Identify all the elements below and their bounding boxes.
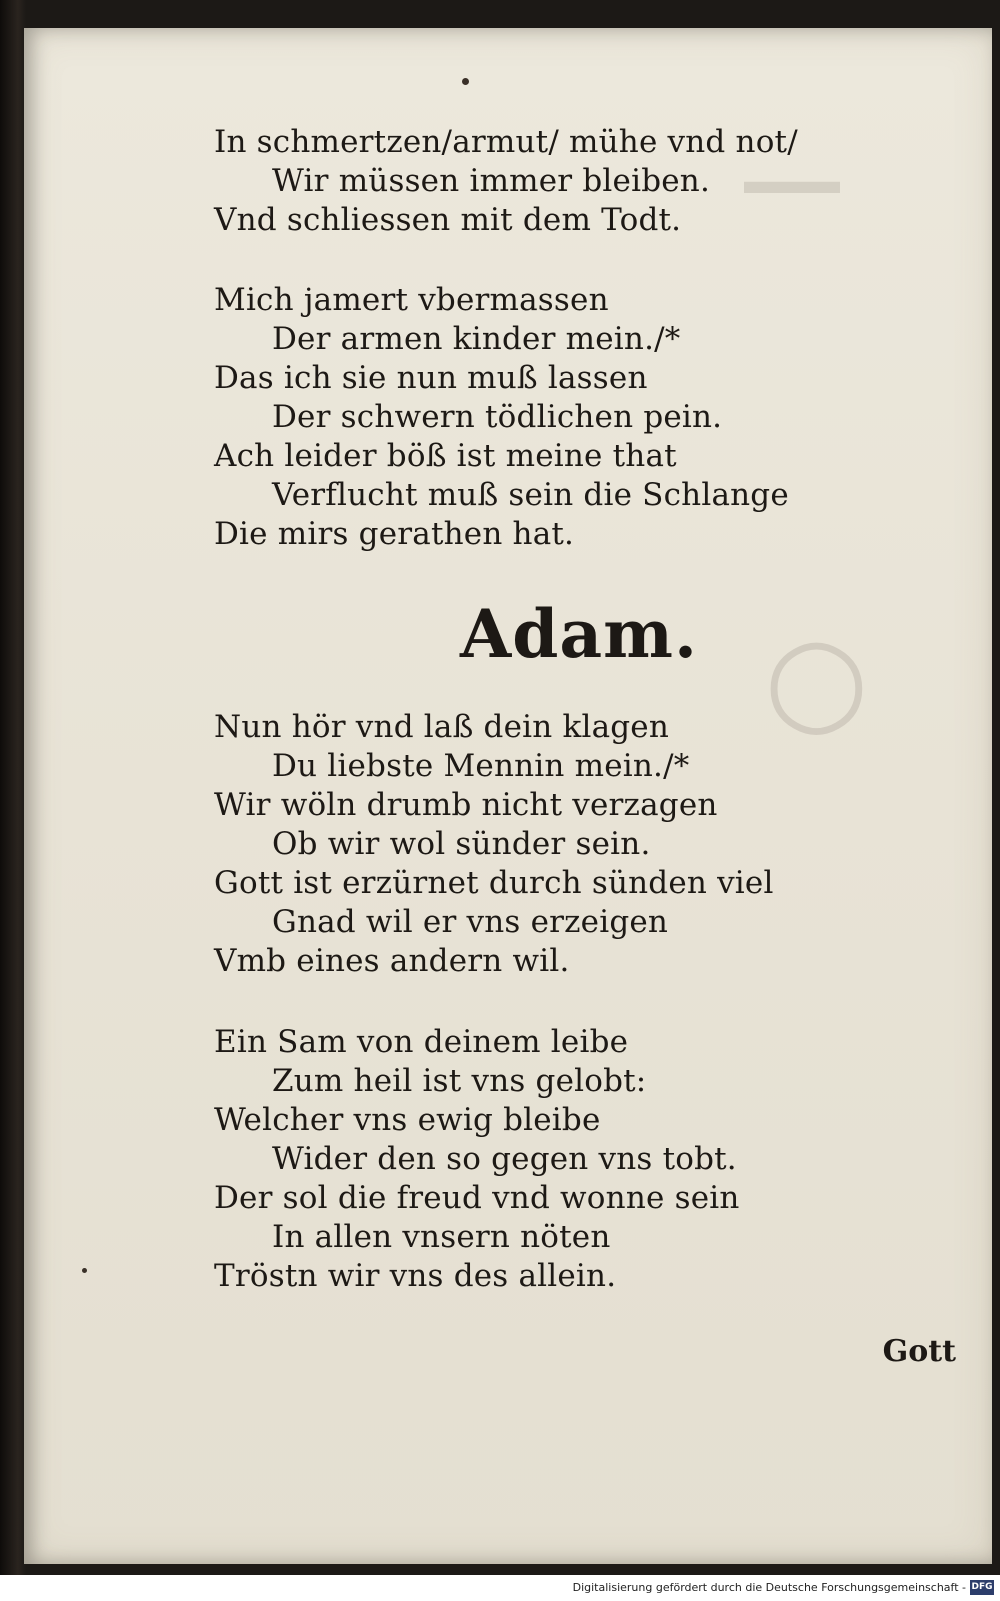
verse-line: Ach leider böß ist meine that [214, 438, 677, 474]
verse-line: Gott ist erzürnet durch sünden viel [214, 865, 774, 901]
footer-bar [0, 1575, 1000, 1601]
verse-line: Der armen kinder mein./* [272, 321, 681, 357]
verse-line: Wir wöln drumb nicht verzagen [214, 787, 718, 823]
verse-line: Vmb eines andern wil. [214, 943, 570, 979]
verse-line: In allen vnsern nöten [272, 1219, 611, 1255]
show-through-decoration: ○ [764, 608, 869, 749]
dfg-logo: DFG [970, 1580, 994, 1595]
verse-line: Der sol die freud vnd wonne sein [214, 1180, 740, 1216]
verse-line: Der schwern tödlichen pein. [272, 399, 723, 435]
verse-line: Vnd schliessen mit dem Todt. [214, 202, 682, 238]
book-page [24, 28, 992, 1564]
verse-line: Nun hör vnd laß dein klagen [214, 709, 670, 745]
stanza-1 [214, 123, 798, 240]
verse-line: Ob wir wol sünder sein. [272, 826, 651, 862]
verse-line: Zum heil ist vns gelobt: [272, 1063, 647, 1099]
show-through-decoration: ― [744, 123, 840, 236]
page-text [24, 28, 992, 1564]
verse-line: Gnad wil er vns erzeigen [272, 904, 669, 940]
verse-line: Ein Sam von deinem leibe [214, 1024, 629, 1060]
ink-speck [462, 78, 469, 85]
verse-line: Du liebste Mennin mein./* [272, 748, 690, 784]
verse-line: Welcher vns ewig bleibe [214, 1102, 601, 1138]
section-heading: Adam. [460, 595, 698, 673]
verse-line: Verflucht muß sein die Schlange [272, 477, 789, 513]
verse-line: Wir müssen immer bleiben. [272, 163, 711, 199]
verse-line: Wider den so gegen vns tobt. [272, 1141, 737, 1177]
catchword: Gott [882, 1334, 956, 1369]
verse-line: Mich jamert vbermassen [214, 282, 609, 318]
ink-speck [82, 1268, 87, 1273]
stanza-3 [214, 708, 774, 981]
verse-line: Die mirs gerathen hat. [214, 516, 575, 552]
stanza-2 [214, 281, 789, 554]
verse-line: Tröstn wir vns des allein. [214, 1258, 617, 1294]
verse-line: Das ich sie nun muß lassen [214, 360, 648, 396]
stanza-4 [214, 1023, 740, 1296]
verse-line: In schmertzen/armut/ mühe vnd not/ [214, 124, 798, 160]
footer-credit: Digitalisierung gefördert durch die Deutsche Forschungsgemeinschaft - [572, 1581, 966, 1594]
